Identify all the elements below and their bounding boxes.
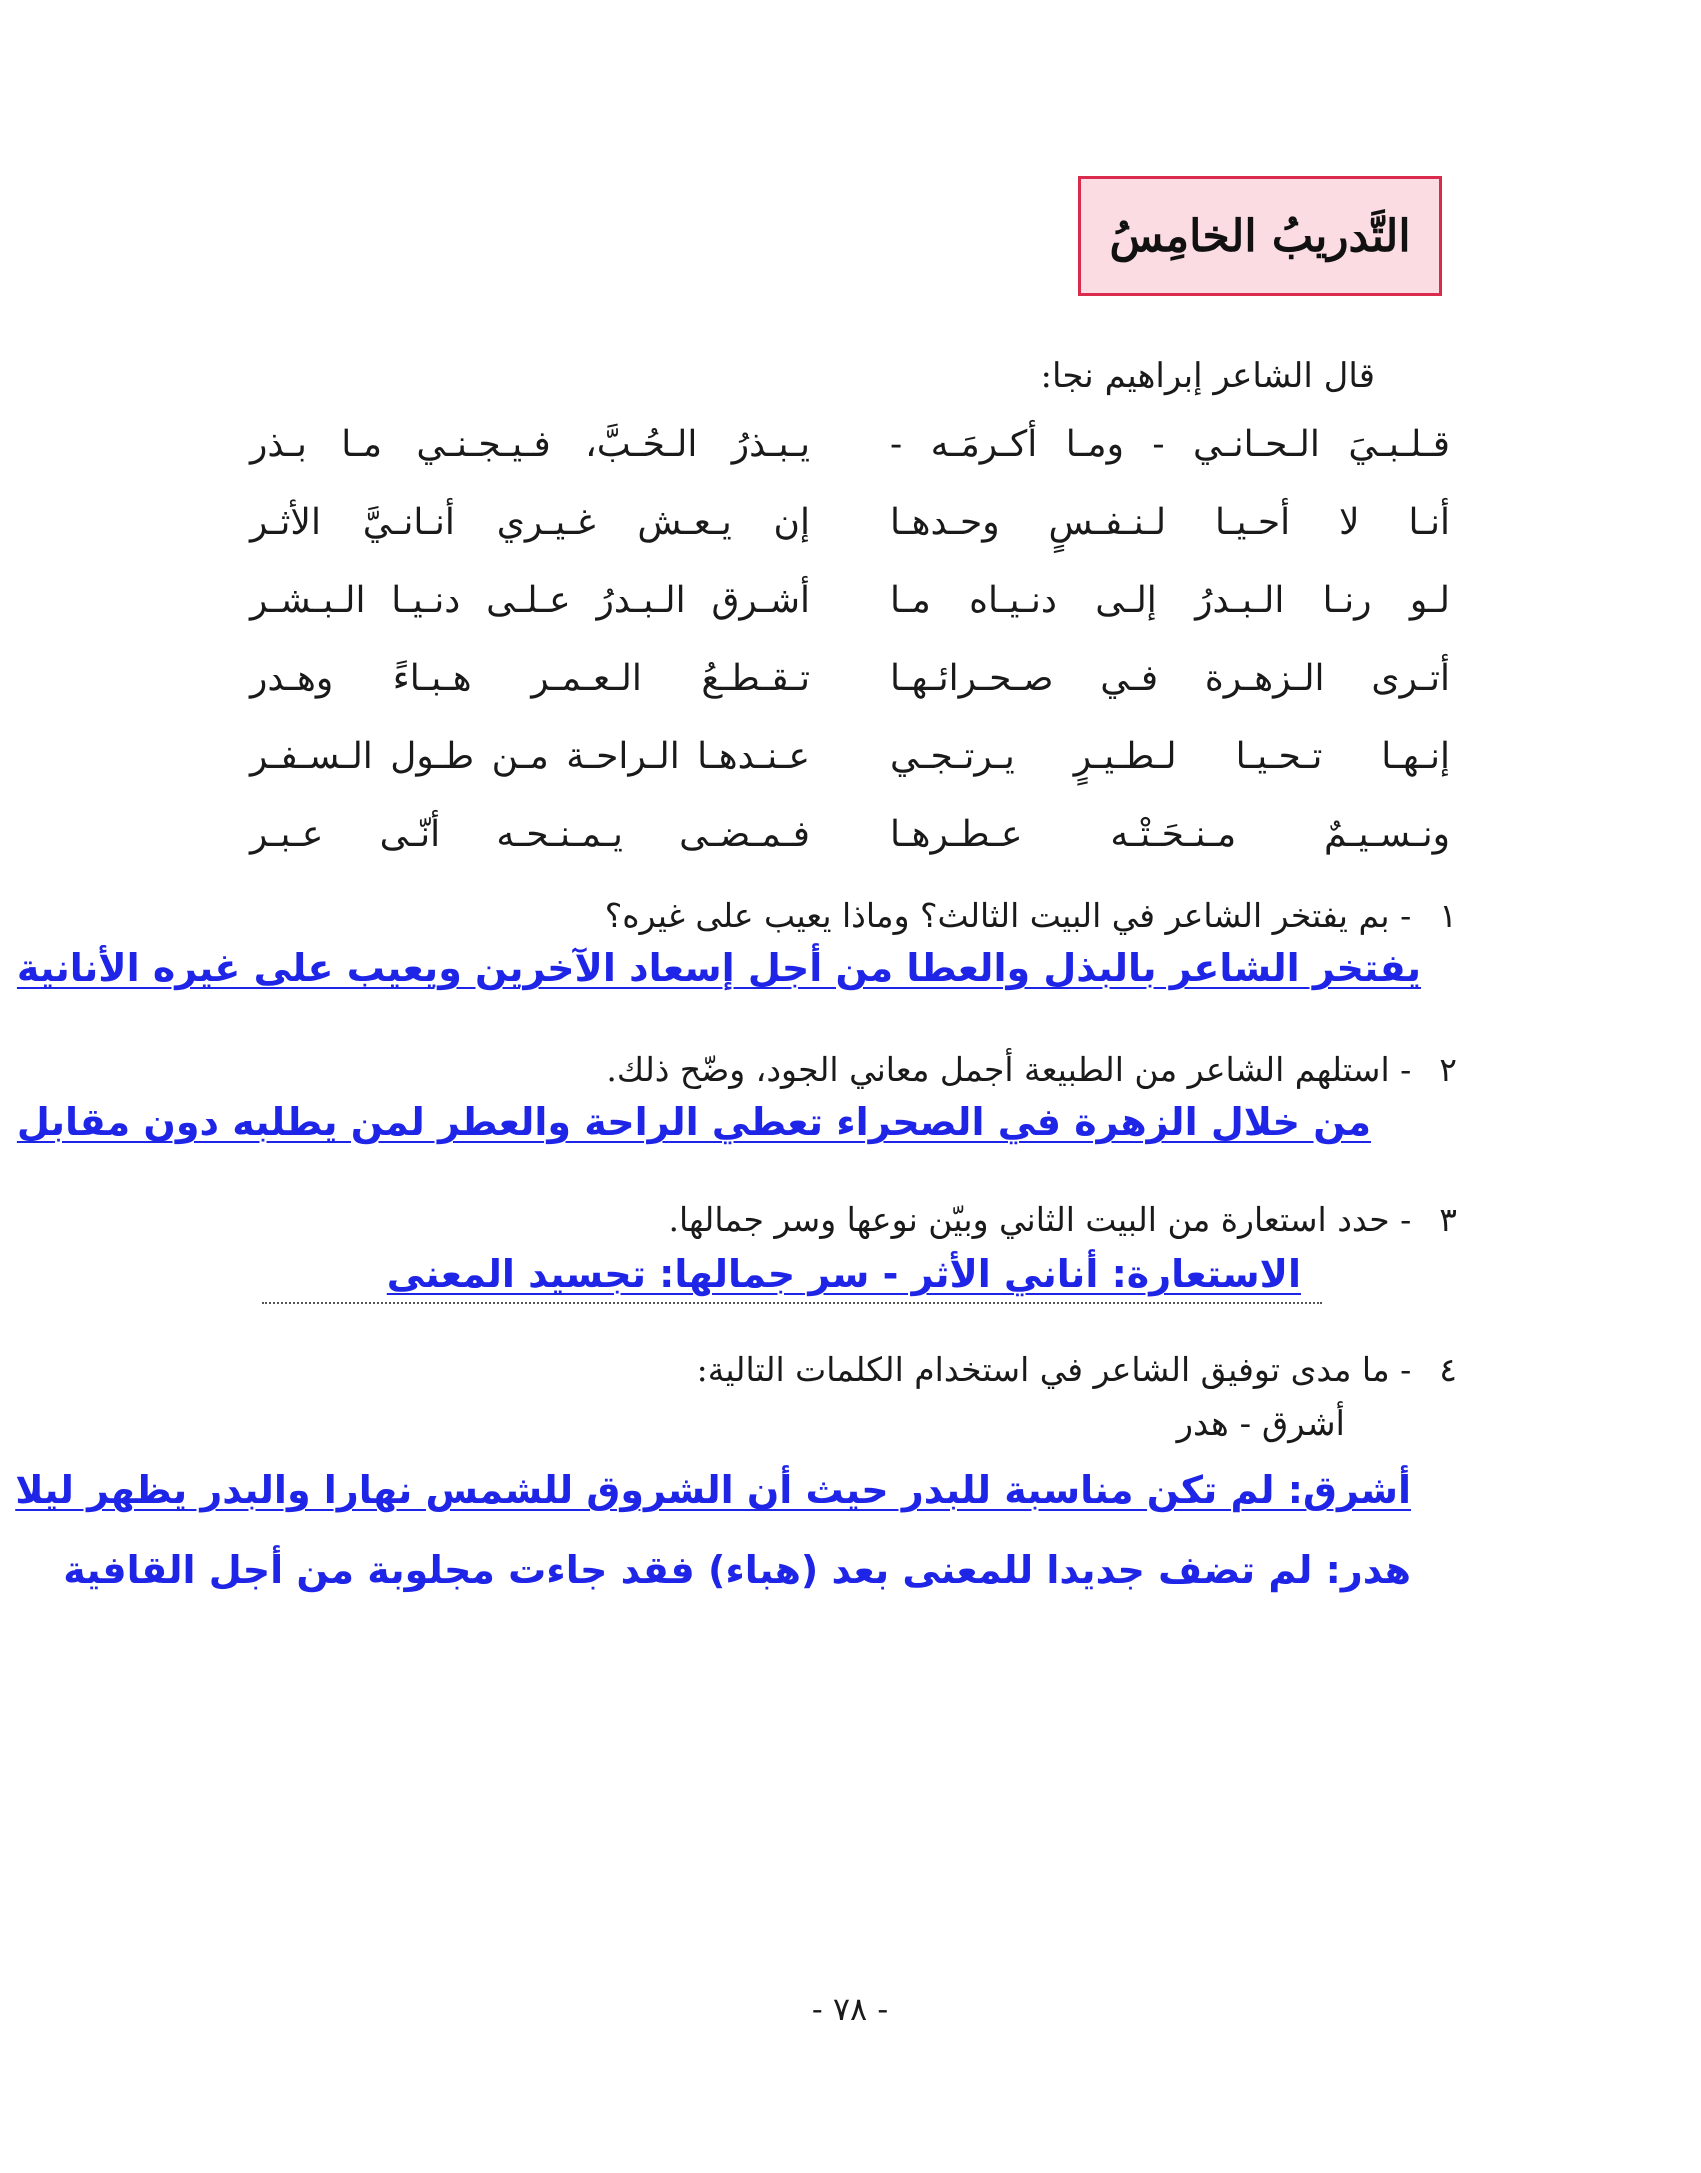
exercise-title: التَّدريبُ الخامِسُ [1109,210,1411,262]
question-2 [606,1050,1457,1089]
verse-first-hemistich: ونـسـيـمٌ مـنـحَـتْـه عـطـرهـا [890,814,1450,855]
answer-4-second: هدر: لم تضف جديدا للمعنى بعد (هباء) فقد جاءت مجلوبة من أجل القافية [63,1548,1411,1592]
question-number: ٣ [1439,1200,1457,1239]
question-4-words: أشرق - هدر [1176,1404,1345,1444]
verse-second-hemistich: يـبـذرُ الـحُـبَّ، فـيـجـنـي مـا بـذر [250,424,810,465]
poem [250,424,1450,892]
verse-first-hemistich: أتـرى الـزهـرة فـي صـحـرائـهـا [890,658,1450,699]
page-number: - ٧٨ - [811,1990,889,2028]
answer-2: من خلال الزهرة في الصحراء تعطي الراحة والعطر لمن يطلبه دون مقابل [16,1100,1371,1144]
question-text: - بم يفتخر الشاعر في البيت الثالث؟ وماذا يعيب على غيره؟ [604,896,1412,935]
verse [250,502,1450,580]
question-3 [669,1200,1457,1239]
question-number: ٤ [1439,1350,1457,1389]
verse-first-hemistich: أنـا لا أحـيـا لـنـفـسٍ وحـدهـا [890,502,1450,543]
answer-1: يفتخر الشاعر بالبذل والعطا من أجل إسعاد الآخرين ويعيب على غيره الأنانية [16,946,1421,990]
answer-4-first: أشرق: لم تكن مناسبة للبدر حيث أن الشروق للشمس نهارا والبدر يظهر ليلا [15,1468,1411,1512]
verse [250,424,1450,502]
exercise-title-box [1078,176,1442,296]
question-number: ٢ [1439,1050,1457,1089]
question-text: - استلهم الشاعر من الطبيعة أجمل معاني الجود، وضّح ذلك. [606,1050,1412,1089]
verse-second-hemistich: فـمـضـى يـمـنـحـه أنّـى عـبـر [250,814,810,855]
verse [250,736,1450,814]
question-text: - حدد استعارة من البيت الثاني وبيّن نوعها وسر جمالها. [668,1200,1412,1239]
verse-second-hemistich: تـقـطـعُ الـعـمـر هـبـاءً وهـدر [250,658,810,699]
verse-second-hemistich: إن يـعـش غـيـري أنـانـيَّ الأثـر [250,502,810,543]
verse [250,658,1450,736]
verse-second-hemistich: أشـرق الـبـدرُ عـلـى دنـيـا الـبـشـر [250,580,810,621]
verse [250,814,1450,892]
question-number: ١ [1439,896,1457,935]
answer-3: الاستعارة: أناني الأثر - سر جمالها: تجسيد المعنى [386,1252,1301,1296]
verse-first-hemistich: قـلـبـيَ الـحـانـي - ومـا أكـرمَـه - [890,424,1450,465]
verse-first-hemistich: لـو رنـا الـبـدرُ إلـى دنـيـاه مـا [890,580,1450,621]
verse-second-hemistich: عـنـدهـا الـراحـة مـن طـول الـسـفـر [250,736,810,777]
poem-intro: قال الشاعر إبراهيم نجا: [1040,356,1375,396]
question-1 [605,896,1457,935]
verse-first-hemistich: إنـهـا تـحـيـا لـطـيـرٍ يـرتـجـي [890,736,1450,777]
question-4 [697,1350,1457,1389]
answer-dotted-line [262,1302,1322,1304]
question-text: - ما مدى توفيق الشاعر في استخدام الكلمات التالية: [696,1350,1412,1389]
verse [250,580,1450,658]
